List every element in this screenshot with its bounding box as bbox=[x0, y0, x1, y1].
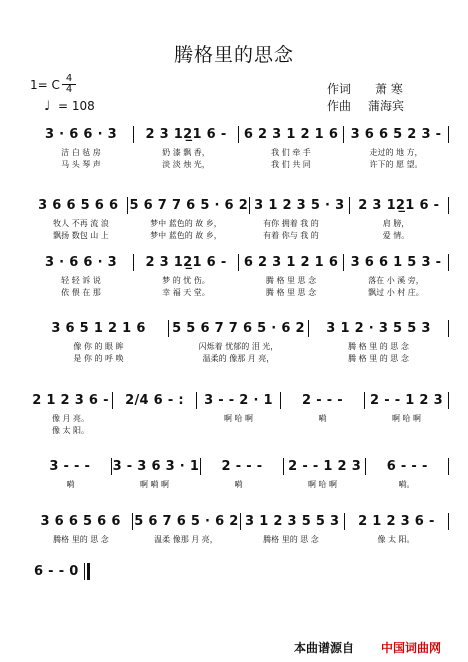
barline bbox=[448, 197, 449, 214]
lyric-segment: 我 们 牵 手 bbox=[271, 148, 311, 157]
lyric-segment: 温柔的 像那 月 亮， bbox=[202, 354, 275, 363]
score-system bbox=[0, 450, 468, 510]
site-name[interactable]: 中国词曲网 bbox=[381, 641, 442, 655]
measure: 3 6 6 1 5 3 - bbox=[350, 254, 442, 270]
barline bbox=[448, 392, 449, 409]
lyric-verse-1 bbox=[30, 218, 450, 229]
barline bbox=[448, 126, 449, 143]
lyric-segment: 轻 轻 诉 说 bbox=[61, 276, 101, 285]
composer-name: 蒲海宾 bbox=[368, 99, 405, 113]
lyric-segment: 啊 哈 啊 bbox=[391, 414, 422, 423]
lyric-segment: 梦中 蓝色的 故 乡， bbox=[150, 231, 222, 240]
lyric-segment: 牧人 不再 流 浪 bbox=[53, 219, 109, 228]
barline bbox=[133, 126, 134, 143]
barline bbox=[112, 392, 113, 409]
lyric-verse-2 bbox=[30, 287, 450, 298]
lyric-segment: 洁 白 毡 房 bbox=[61, 148, 101, 157]
lyric-segment: 依 偎 在 那 bbox=[61, 288, 101, 297]
barline bbox=[196, 392, 197, 409]
lyric-segment: 腾格 里的 思 念 bbox=[263, 535, 319, 544]
notation-row bbox=[30, 252, 450, 272]
measure: 2 - - 1 2 3 bbox=[288, 458, 362, 474]
measure: 3 1 2 3 5 · 3 bbox=[254, 197, 345, 213]
lyric-segment: 梦中 蓝色的 故 乡， bbox=[150, 219, 222, 228]
lyric-segment: 腾格 里的 思 念 bbox=[53, 535, 109, 544]
barline bbox=[280, 392, 281, 409]
barline bbox=[200, 458, 201, 475]
score-system bbox=[0, 189, 468, 249]
time-denominator: 4 bbox=[65, 84, 73, 95]
lyric-segment: 像 太 阳。 bbox=[377, 535, 415, 544]
lyric-segment: 腾 格 里 的 思 念 bbox=[348, 342, 409, 351]
lyric-verse-1 bbox=[30, 147, 450, 158]
lyric-segment: 淡 淡 烛 光， bbox=[162, 160, 210, 169]
measure: 2 3 12̲1 6 - bbox=[145, 254, 227, 270]
lyric-segment: 马 头 琴 声 bbox=[61, 160, 101, 169]
barline bbox=[343, 126, 344, 143]
song-title: 腾格里的思念 bbox=[173, 44, 294, 66]
lyric-segment: 温柔 像那 月 亮， bbox=[154, 535, 218, 544]
lyric-segment: 有着 你与 我 的 bbox=[263, 231, 319, 240]
notation-row bbox=[30, 511, 450, 531]
lyric-segment: 嗬 bbox=[234, 480, 243, 489]
barline bbox=[349, 197, 350, 214]
score-system bbox=[0, 384, 468, 444]
measure: 2 3 12̲1 6 - bbox=[145, 126, 227, 142]
composer-label: 作曲 bbox=[327, 99, 352, 113]
lyric-segment: 啊 哈 啊 bbox=[307, 480, 338, 489]
score-system bbox=[0, 312, 468, 372]
barline bbox=[238, 126, 239, 143]
barline bbox=[127, 197, 128, 214]
lyric-segment: 闪烁着 忧郁的 泪 光， bbox=[198, 342, 279, 351]
notation-row bbox=[30, 390, 450, 410]
barline bbox=[448, 320, 449, 337]
score-system bbox=[0, 246, 468, 306]
measure: 3 1 2 3 5 5 3 bbox=[245, 513, 340, 529]
lyricist-name: 萧 寒 bbox=[375, 82, 403, 96]
measure: 5 5 6 7 7 6 5 · 6 2 bbox=[172, 320, 305, 336]
lyric-segment: 嗬 bbox=[318, 414, 327, 423]
lyric-verse-2 bbox=[30, 353, 450, 364]
lyric-segment: 有你 拥着 我 的 bbox=[263, 219, 319, 228]
measure: 5 6 7 6 5 · 6 2 bbox=[134, 513, 239, 529]
lyric-segment: 像 月 亮。 bbox=[51, 414, 90, 423]
time-signature bbox=[62, 74, 76, 95]
lyric-verse-2 bbox=[30, 230, 450, 241]
notation-row bbox=[30, 195, 450, 215]
lyric-verse-1 bbox=[30, 275, 450, 286]
barline bbox=[283, 458, 284, 475]
barline bbox=[238, 254, 239, 271]
lyric-verse-2 bbox=[30, 159, 450, 170]
lyric-segment: 爱 情。 bbox=[382, 231, 410, 240]
lyric-verse-1 bbox=[30, 413, 450, 424]
tempo-marking: = 108 bbox=[58, 99, 95, 113]
lyric-segment: 啊 嗬 啊 bbox=[139, 480, 170, 489]
score-system bbox=[0, 555, 468, 615]
measure: 3 - - - bbox=[49, 458, 91, 474]
barline bbox=[132, 513, 133, 530]
notation-row bbox=[30, 124, 450, 144]
lyric-segment: 腾 格 里 思 念 bbox=[265, 276, 317, 285]
measure: 2 - - - bbox=[302, 392, 343, 408]
lyric-segment: 嗬。 bbox=[398, 480, 415, 489]
lyric-segment: 幸 福 天 堂。 bbox=[162, 288, 210, 297]
barline bbox=[111, 458, 112, 475]
measure: 3 6 6 5 6 6 bbox=[38, 197, 119, 213]
lyric-verse-2 bbox=[30, 425, 450, 436]
measure: 6 - - 0 bbox=[34, 563, 79, 579]
measure: 3 - - 2 · 1 bbox=[204, 392, 273, 408]
lyric-segment: 飘扬 数包 山 上 bbox=[53, 231, 109, 240]
measure: 2 1 2 3 6 - bbox=[358, 513, 435, 529]
measure: 2 1 2 3 6 - bbox=[32, 392, 109, 408]
quarter-note-icon: ♩ bbox=[44, 99, 51, 114]
measure: 3 6 6 5 6 6 bbox=[40, 513, 121, 529]
measure: 3 · 6 6 · 3 bbox=[45, 254, 117, 270]
key-signature: 1= C bbox=[30, 78, 60, 92]
time-numerator: 4 bbox=[62, 74, 76, 85]
measure: 5 6 7 7 6 5 · 6 2 bbox=[129, 197, 249, 213]
score-system bbox=[0, 118, 468, 178]
measure: 2/4 6 - : bbox=[125, 392, 184, 408]
barline bbox=[168, 320, 169, 337]
notation-row bbox=[30, 456, 450, 476]
measure: 3 1 2 · 3 5 5 3 bbox=[326, 320, 431, 336]
lyric-verse-1 bbox=[30, 341, 450, 352]
lyric-segment: 嗬 bbox=[66, 480, 75, 489]
final-barline bbox=[84, 563, 91, 580]
lyric-segment: 走过的 地 方， bbox=[369, 148, 423, 157]
lyric-segment: 许下的 愿 望。 bbox=[369, 160, 423, 169]
lyric-segment: 梦 的 忧 伤。 bbox=[162, 276, 210, 285]
measure: 6 - - - bbox=[386, 458, 428, 474]
lyric-segment: 啊 哈 啊 bbox=[223, 414, 254, 423]
barline bbox=[343, 254, 344, 271]
lyric-segment: 像 你 的 眼 眸 bbox=[73, 342, 124, 351]
lyric-segment: 我 们 共 同 bbox=[271, 160, 311, 169]
notation-row bbox=[30, 318, 450, 338]
lyric-verse-1 bbox=[30, 534, 450, 545]
lyric-segment: 奶 漆 飘 香， bbox=[162, 148, 210, 157]
measure: 2 - - - bbox=[221, 458, 263, 474]
barline bbox=[448, 254, 449, 271]
measure: 2 3 12̲1 6 - bbox=[358, 197, 440, 213]
barline bbox=[344, 513, 345, 530]
lyric-verse-1 bbox=[30, 479, 450, 490]
lyric-segment: 肩 膀， bbox=[382, 219, 410, 228]
lyric-segment: 落在 小 溪 旁， bbox=[368, 276, 424, 285]
measure: 6 2 3 1 2 1 6 bbox=[243, 126, 339, 142]
lyric-segment: 飘过 小 村 庄。 bbox=[368, 288, 424, 297]
barline bbox=[240, 513, 241, 530]
barline bbox=[448, 513, 449, 530]
barline bbox=[308, 320, 309, 337]
lyric-segment: 腾 格 里 的 思 念 bbox=[348, 354, 409, 363]
lyric-segment: 腾 格 里 思 念 bbox=[265, 288, 317, 297]
barline bbox=[133, 254, 134, 271]
barline bbox=[448, 458, 449, 475]
barline bbox=[364, 392, 365, 409]
measure: 3 6 5 1 2 1 6 bbox=[51, 320, 146, 336]
lyricist-label: 作词 bbox=[327, 82, 352, 96]
measure: 3 - 3 6 3 · 1 bbox=[112, 458, 200, 474]
notation-row bbox=[30, 561, 92, 581]
barline bbox=[365, 458, 366, 475]
source-label: 本曲谱源自 bbox=[294, 641, 355, 655]
barline bbox=[249, 197, 250, 214]
measure: 3 · 6 6 · 3 bbox=[45, 126, 117, 142]
measure: 6 2 3 1 2 1 6 bbox=[243, 254, 339, 270]
measure: 2 - - 1 2 3 bbox=[370, 392, 443, 408]
lyric-segment: 是 你 的 呼 唤 bbox=[73, 354, 124, 363]
measure: 3 6 6 5 2 3 - bbox=[350, 126, 442, 142]
lyric-segment: 像 太 阳。 bbox=[51, 426, 90, 435]
